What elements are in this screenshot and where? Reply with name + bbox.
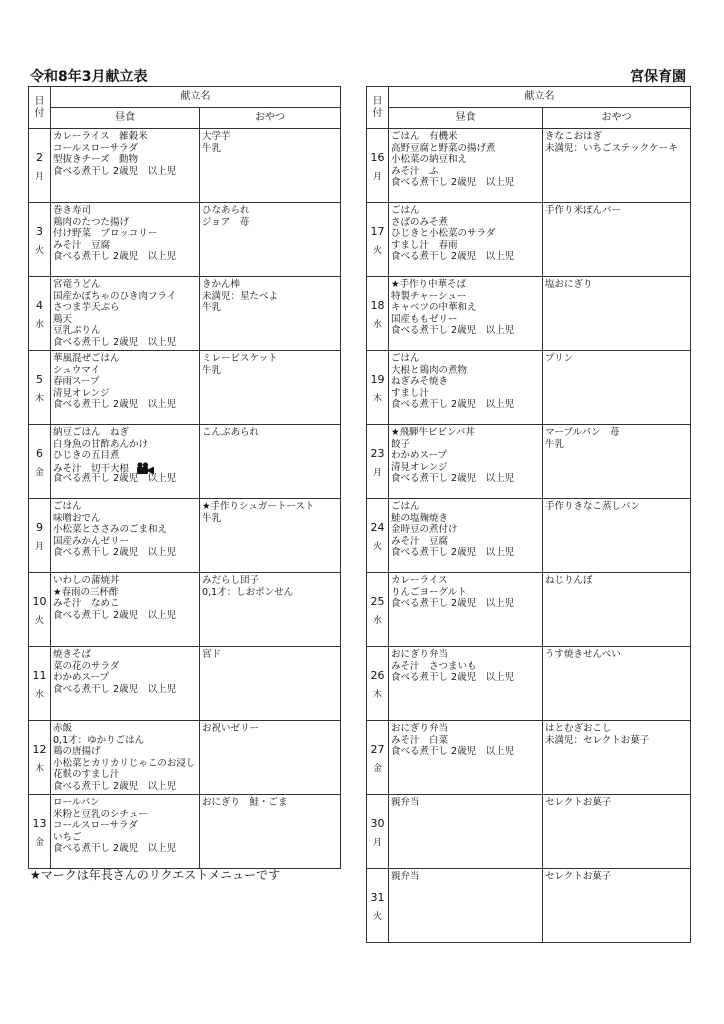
lunch-item: 食べる煮干し 2歳児 以上児 [53,251,177,263]
lunch-item: 国産みかんゼリー [53,535,130,547]
day-cell [367,203,389,277]
snack-cell [543,721,691,795]
lunch-item: 国産かぼちゃのひき肉フライ [53,290,177,302]
lunch-cell [389,425,543,499]
lunch-cell [51,795,200,869]
lunch-item: みそ汁 さつまいも [391,660,477,672]
menu-day-row [367,573,691,647]
lunch-item: 鶏肉のたつた揚げ [53,216,130,228]
snack-cell [200,573,341,647]
lunch-item: 宮竜うどん [53,279,101,290]
day-cell [367,499,389,573]
menu-name-header: 献立名 [51,87,341,108]
lunch-item: 菜の花のサラダ [53,660,120,672]
snack-item: マーブルパン 苺 [545,427,620,438]
date-header: 日 付 [367,87,389,129]
day-cell [367,869,389,943]
lunch-item: みそ汁 白菜 [391,734,449,746]
lunch-cell [51,277,200,351]
snack-item: ミレービスケット [202,353,278,364]
snack-item: 牛乳 [545,438,565,450]
snack-cell [543,573,691,647]
lunch-cell [51,721,200,795]
lunch-item: キャベツの中華和え [391,302,477,314]
day-number: 10 [32,594,47,608]
day-cell [367,795,389,869]
day-number: 25 [370,594,385,608]
weekday: 木 [372,393,382,404]
lunch-item: 巻き寿司 [53,205,92,216]
snack-item: セレクトお菓子 [545,797,612,808]
snack-item: うす焼きせんべい [545,649,621,660]
weekday: 月 [34,541,44,552]
menu-day-row [29,129,341,203]
day-number: 6 [36,446,43,460]
day-number: 18 [370,298,385,312]
day-number: 11 [32,668,47,682]
lunch-item: 食べる煮干し 2歳児 以上児 [391,547,515,559]
lunch-item: 食べる煮干し 2歳児 以上児 [53,780,177,792]
lunch-item: 食べる煮干し 2歳児 以上児 [53,547,177,559]
lunch-item: 白身魚の甘酢あんかけ [53,438,149,450]
snack-item: 牛乳 [202,142,222,154]
day-cell [367,277,389,351]
day-cell [367,721,389,795]
snack-item: 大学芋 [202,131,231,142]
day-cell [29,351,51,425]
weekday: 木 [34,763,44,774]
lunch-cell [51,203,200,277]
day-number: 2 [36,150,43,164]
menu-day-row [367,721,691,795]
lunch-item: すまし汁 [391,387,430,399]
snack-item: ★手作りシュガートースト [202,501,315,512]
day-cell [29,129,51,203]
lunch-item: ロールパン [53,797,100,808]
lunch-item: 納豆ごはん ねぎ [53,427,130,438]
weekday: 月 [372,171,382,182]
menu-day-row [367,869,691,943]
lunch-item: ひじきの五目煮 [53,450,120,462]
lunch-item: ねぎみそ焼き [391,376,449,388]
lunch-item: 豆乳ぷりん [53,325,101,337]
weekday: 火 [372,245,382,256]
snack-item: はとむぎおこし [545,723,612,734]
lunch-item: コールスローサラダ [53,142,138,154]
lunch-item: 小松菜とささみのごま和え [53,524,168,536]
lunch-item: ★手作り中華そば [391,279,467,290]
lunch-cell [389,573,543,647]
day-cell [29,721,51,795]
menu-day-row [29,721,341,795]
lunch-item: 食べる煮干し 2歳児 以上児 [391,325,515,337]
day-cell [29,425,51,499]
menu-day-row [367,277,691,351]
snack-cell [200,351,341,425]
snack-item: セレクトお菓子 [545,871,612,882]
snack-cell [543,795,691,869]
menu-day-row [367,795,691,869]
day-cell [29,573,51,647]
lunch-item: 鶏の唐揚げ [53,746,101,758]
day-cell [29,795,51,869]
lunch-item: みそ汁 豆腐 [53,239,111,251]
lunch-item: ごはん [391,501,420,512]
lunch-item: 食べる煮干し 2歳児 以上児 [391,598,515,610]
snack-item: ねじりんぼ [545,575,593,586]
weekday: 木 [34,393,44,404]
lunch-item: 清見オレンジ [391,461,448,473]
day-number: 31 [370,890,385,904]
snack-cell [543,499,691,573]
lunch-cell [51,499,200,573]
day-number: 13 [32,816,47,830]
weekday: 火 [372,541,382,552]
lunch-item: 食べる煮干し 2歳児 以上児 [53,683,177,695]
weekday: 水 [34,319,44,330]
lunch-item: 金時豆の煮付け [391,524,458,536]
weekday: 金 [34,467,44,478]
request-footnote: ★マークは年長さんのリクエストメニューです [30,868,281,882]
lunch-item: 米粉と豆乳のシチュー [53,808,148,820]
day-number: 26 [370,668,385,682]
menu-day-row [367,203,691,277]
snack-cell [543,647,691,721]
lunch-item: 高野豆腐と野菜の揚げ煮 [391,142,496,154]
lunch-item: 0,1才：ゆかりごはん [53,734,145,746]
menu-day-row [29,647,341,721]
lunch-cell [389,869,543,943]
snack-item: 牛乳 [202,364,222,376]
menu-day-row [29,795,341,869]
lunch-item: ごはん 有機米 [391,131,458,142]
lunch-cell [51,129,200,203]
snack-cell [200,129,341,203]
snack-cell [200,721,341,795]
snack-item: 未満児：星たべよ [202,290,279,302]
day-cell [29,647,51,721]
snack-cell [543,203,691,277]
lunch-item: 国産ももゼリー [391,313,458,325]
weekday: 水 [372,319,382,330]
snack-item: 未満児：いちごステックケーキ [545,142,678,154]
lunch-item: 食べる煮干し 2歳児 以上児 [391,251,515,263]
menu-day-row [29,425,341,499]
menu-day-row [367,351,691,425]
lunch-item: 親弁当 [391,797,420,808]
lunch-item: おにぎり弁当 [391,649,449,660]
lunch-item: 食べる煮干し 2歳児 以上児 [391,746,515,758]
lunch-cell [51,425,200,499]
weekday: 金 [372,763,382,774]
lunch-item: 鮭の塩麹焼き [391,512,449,524]
lunch-cell [389,647,543,721]
day-number: 16 [370,150,385,164]
lunch-item: ごはん [53,501,82,512]
lunch-item: いちご [53,831,82,843]
lunch-item: みそ汁 切干大根 [53,462,197,474]
weekday: 火 [372,911,382,922]
nursery-name: 宮保育園 [630,69,686,85]
day-number: 12 [32,742,47,756]
menu-day-row [367,647,691,721]
day-cell [367,647,389,721]
day-cell [29,203,51,277]
day-cell [367,129,389,203]
lunch-cell [389,277,543,351]
lunch-item: 付け野菜 ブロッコリー [53,228,158,240]
day-cell [29,499,51,573]
snack-item: みだらし団子 [202,575,260,586]
snack-cell [200,203,341,277]
date-header: 日 付 [29,87,51,129]
lunch-cell [51,351,200,425]
lunch-item: 小松菜とカリカリじゃこのお浸し [53,757,196,769]
lunch-item: ひじきと小松菜のサラダ [391,228,496,240]
snack-item: ジョア 苺 [202,216,250,228]
lunch-item: 型抜きチーズ 動物 [53,154,139,166]
lunch-item: 清見オレンジ [53,387,110,399]
snack-cell [200,499,341,573]
lunch-cell [389,351,543,425]
menu-day-row [29,277,341,351]
day-cell [367,573,389,647]
lunch-item: シュウマイ [53,364,101,376]
lunch-item: 食べる煮干し 2歳児 以上児 [53,336,177,348]
snack-item: ひなあられ [202,205,250,216]
weekday: 木 [372,689,382,700]
day-number: 24 [370,520,385,534]
lunch-item: 食べる煮干し 2歳児 以上児 [53,609,177,621]
snack-item: 牛乳 [202,512,222,524]
day-number: 5 [36,372,43,386]
snack-item: お祝いゼリー [202,723,260,734]
lunch-item: 赤飯 [53,723,73,734]
lunch-item: ごはん [391,353,420,364]
snack-item: きかん棒 [202,279,241,290]
lunch-item: 小松菜の納豆和え [391,154,468,166]
day-number: 4 [36,298,43,312]
weekday: 水 [372,615,382,626]
menu-day-row [367,425,691,499]
day-number: 27 [370,742,385,756]
lunch-item: 華風混ぜごはん [53,353,120,364]
menu-day-row [29,573,341,647]
day-cell [367,425,389,499]
weekday: 月 [34,171,44,182]
lunch-item: コールスローサラダ [53,820,138,832]
lunch-item: 焼きそば [53,649,92,660]
day-number: 9 [36,520,43,534]
weekday: 金 [34,837,44,848]
snack-cell [200,277,341,351]
lunch-item: 食べる煮干し 2歳児 以上児 [53,399,177,411]
lunch-item: りんごヨーグルト [391,586,467,598]
day-cell [367,351,389,425]
lunch-item: 食べる煮干し 2歳児 以上児 [53,473,177,485]
snack-item: 宮ド [202,649,222,660]
lunch-item: 大根と鶏肉の煮物 [391,364,468,376]
lunch-item: さばのみそ煮 [391,216,449,228]
menu-name-header: 献立名 [389,87,691,108]
snack-cell [543,351,691,425]
menu-table-left [28,86,341,869]
lunch-item: おにぎり弁当 [391,723,449,734]
snack-cell [543,129,691,203]
lunch-header: 昼食 [51,108,200,129]
lunch-item: 味噌おでん [53,512,101,524]
lunch-item: 食べる煮干し 2歳児 以上児 [53,165,177,177]
lunch-item: ★春雨の三杯酢 [53,586,119,598]
snack-item: 手作り米ぽんバー [545,205,622,216]
lunch-cell [389,795,543,869]
lunch-item: わかめスープ [53,672,110,684]
lunch-cell [51,647,200,721]
lunch-item: ★飛騨牛ビビンバ丼 [391,427,475,438]
weekday: 月 [372,467,382,478]
lunch-item: さつま芋天ぷら [53,302,120,314]
page-title: 令和8年3月献立表 [30,69,148,85]
weekday: 水 [34,689,44,700]
lunch-item: みそ汁 豆腐 [391,535,449,547]
lunch-item: みそ汁 なめこ [53,598,120,610]
lunch-item: カレーライス [391,575,448,586]
lunch-item: 鶏天 [53,313,73,325]
snack-item: おにぎり 鮭・ごま [202,797,288,808]
snack-cell [543,425,691,499]
day-cell [29,277,51,351]
lunch-item: 春雨スープ [53,376,100,388]
snack-item: こんぶあられ [202,427,260,438]
lunch-cell [389,499,543,573]
menu-table-right [366,86,691,943]
lunch-item: みそ汁 ふ [391,165,439,177]
lunch-item: ごはん [391,205,420,216]
snack-header: おやつ [543,108,691,129]
snack-cell [200,795,341,869]
snack-cell [543,869,691,943]
day-number: 17 [370,224,385,238]
menu-day-row [29,203,341,277]
weekday: 月 [372,837,382,848]
day-number: 19 [370,372,385,386]
lunch-item: 食べる煮干し 2歳児 以上児 [391,473,515,485]
snack-item: プリン [545,353,574,364]
snack-cell [543,277,691,351]
lunch-item: 食べる煮干し 2歳児 以上児 [391,399,515,411]
snack-item: きなこおはぎ [545,131,603,142]
lunch-cell [389,129,543,203]
menu-day-row [29,499,341,573]
lunch-item: 花麩のすまし汁 [53,769,120,781]
lunch-item: すまし汁 春雨 [391,239,458,251]
day-number: 3 [36,224,43,238]
menu-day-row [367,499,691,573]
lunch-item: 食べる煮干し 2歳児 以上児 [53,843,177,855]
lunch-item: わかめスープ [391,450,448,462]
snack-item: 牛乳 [202,302,222,314]
snack-item: 未満児：セレクトお菓子 [545,734,650,746]
weekday: 火 [34,245,44,256]
lunch-item: 親弁当 [391,871,420,882]
menu-day-row [29,351,341,425]
day-number: 23 [370,446,385,460]
lunch-item: いわしの蒲焼丼 [53,575,120,586]
lunch-item: カレーライス 雑穀米 [53,131,148,142]
lunch-item: 食べる煮干し 2歳児 以上児 [391,177,515,189]
lunch-cell [51,573,200,647]
menu-day-row [367,129,691,203]
day-number: 30 [370,816,385,830]
snack-cell [200,425,341,499]
snack-item: 手作りきなこ蒸しパン [545,501,641,512]
lunch-item: 特製チャーシュー [391,290,467,302]
snack-cell [200,647,341,721]
lunch-cell [389,721,543,795]
lunch-cell [389,203,543,277]
snack-header: おやつ [200,108,341,129]
weekday: 火 [34,615,44,626]
lunch-item: 餃子 [391,438,411,450]
lunch-header: 昼食 [389,108,543,129]
snack-item: 塩おにぎり [545,279,593,290]
snack-item: 0,1才：しおポンせん [202,586,294,598]
lunch-item: 食べる煮干し 2歳児 以上児 [391,672,515,684]
